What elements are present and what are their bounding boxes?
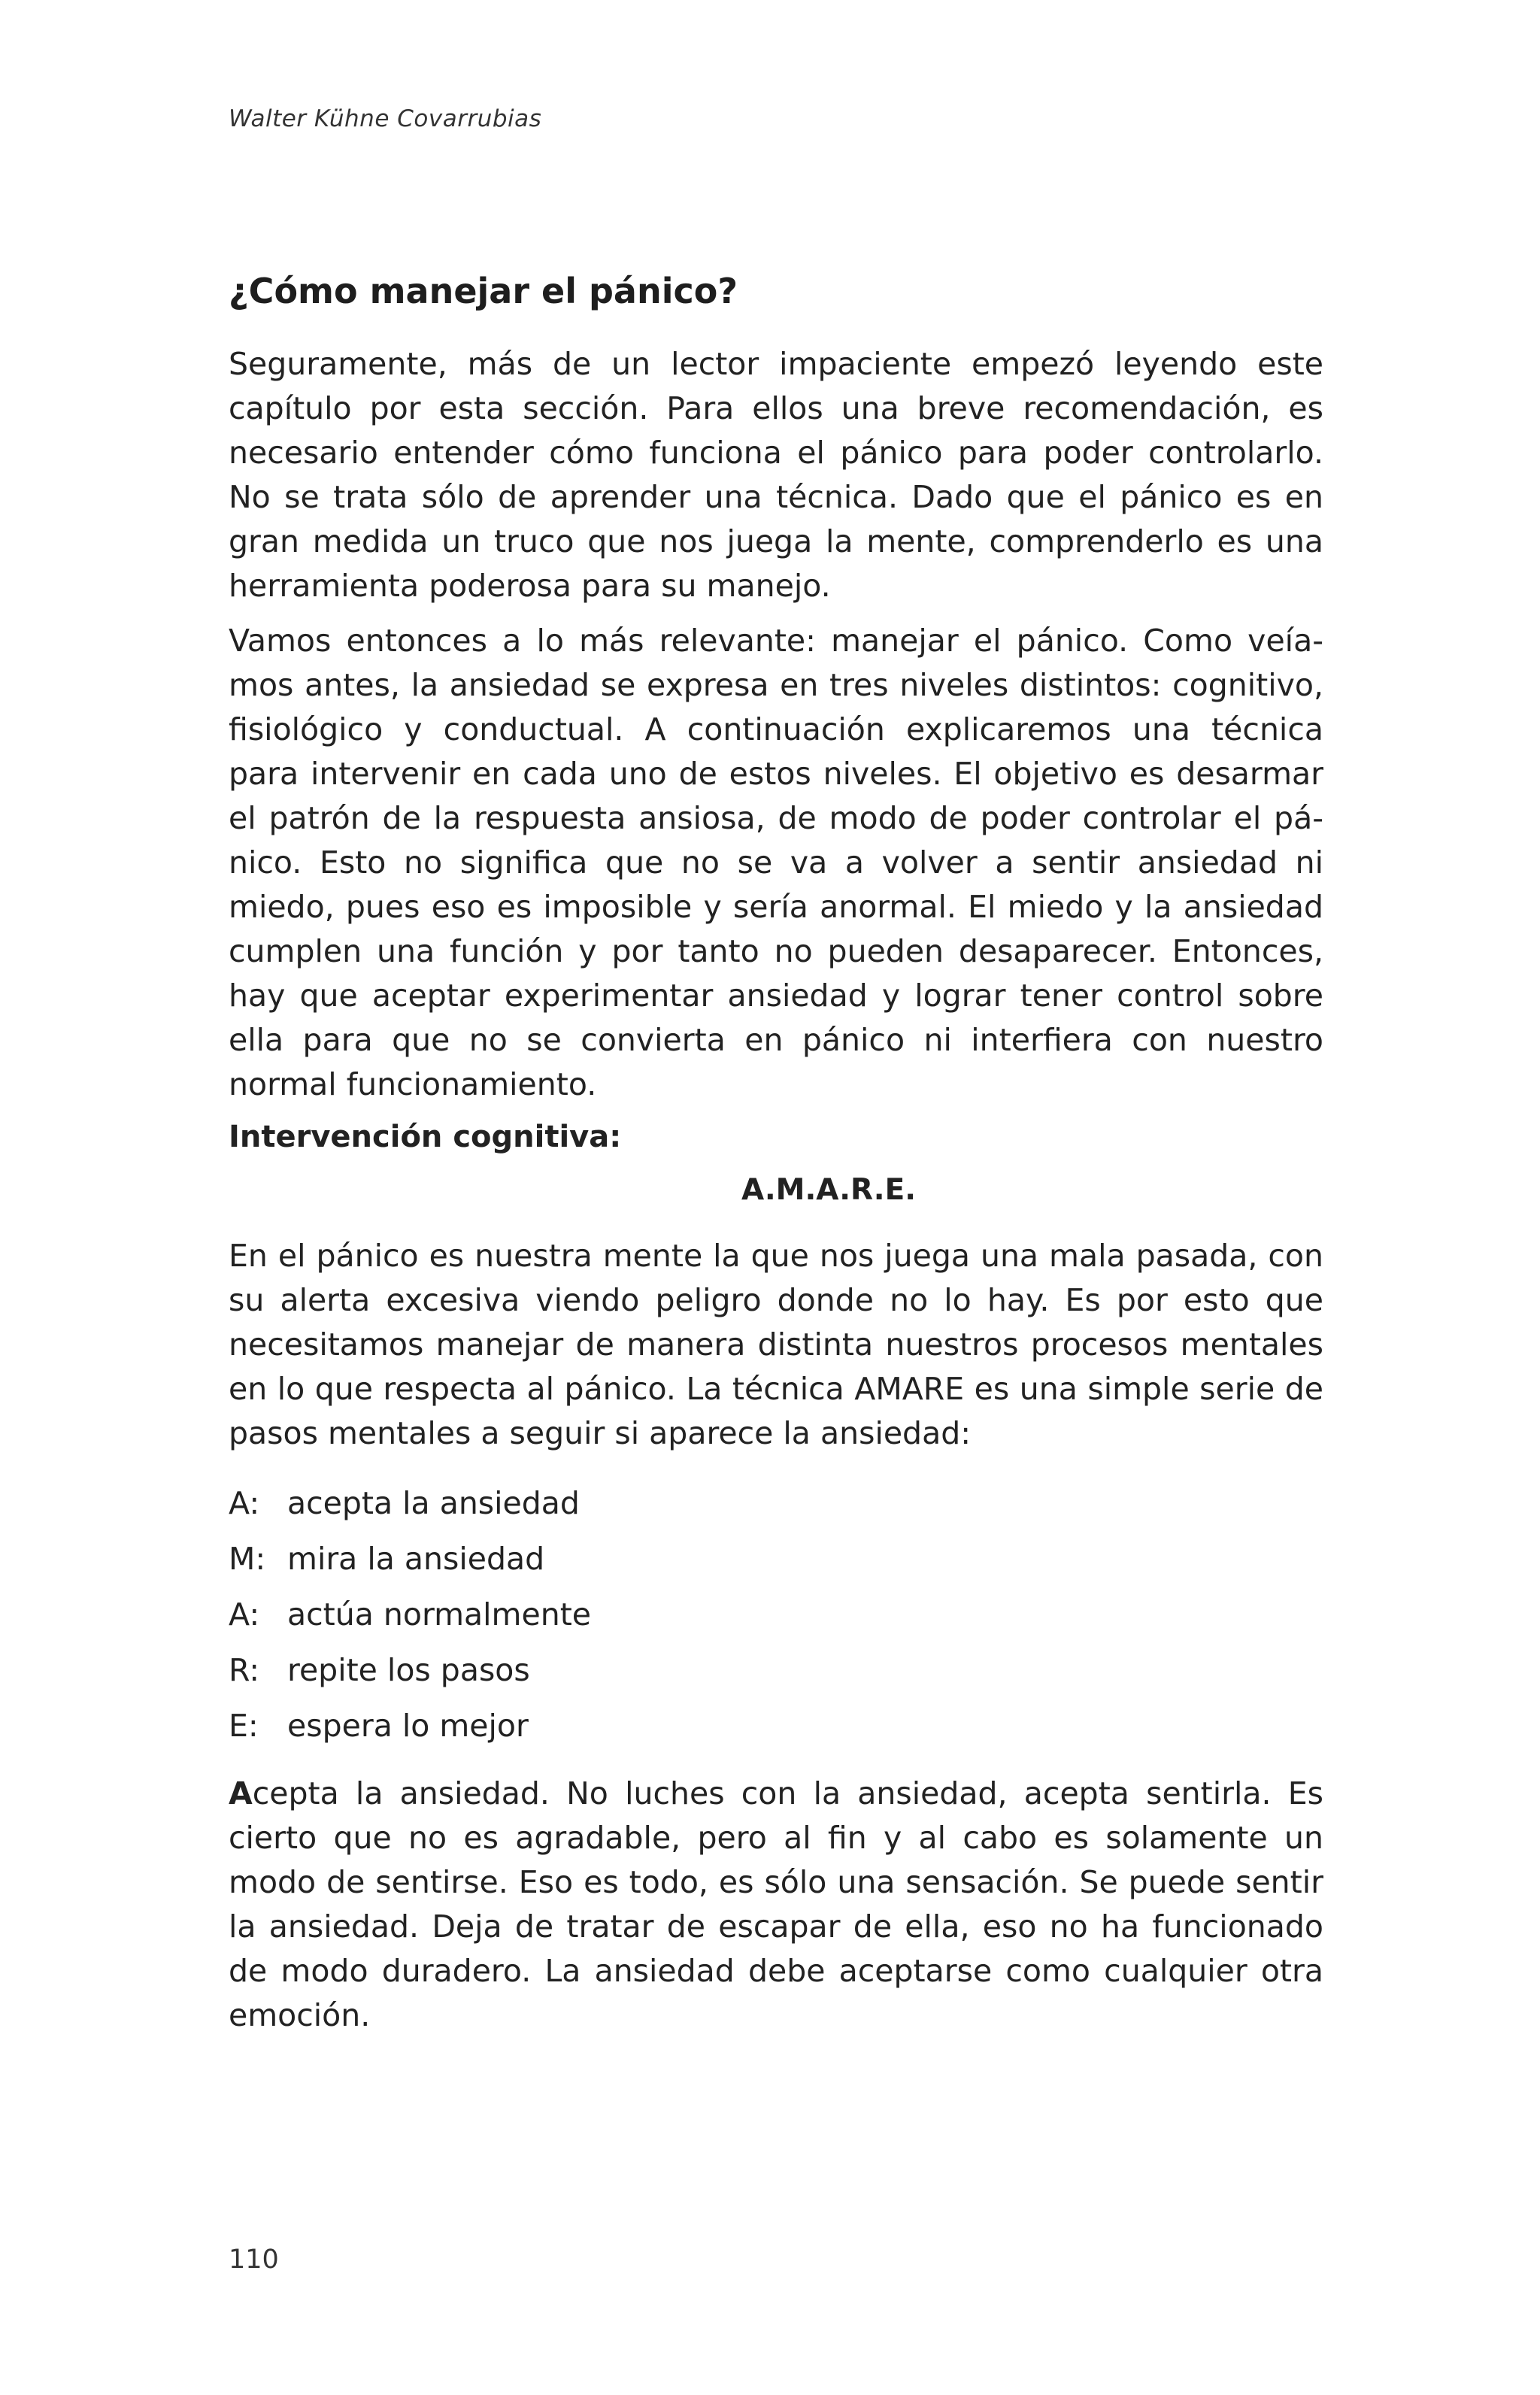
technique-title: A.M.A.R.E.	[741, 1173, 917, 1208]
page-number: 110	[229, 2245, 279, 2275]
amare-steps-list	[229, 1475, 1323, 1754]
step-text: repite los pasos	[287, 1651, 530, 1688]
step-key: R:	[229, 1651, 260, 1688]
paragraph-accept-anxiety	[229, 1772, 1323, 2038]
list-item	[229, 1642, 1323, 1698]
running-header-author: Walter Kühne Covarrubias	[229, 105, 542, 132]
paragraph-managing-panic: Vamos entonces a lo más relevante: manejar el pánico. Como veíamos antes, la ansiedad se expresa en tres niveles distintos: cognitivo, fisiológico y conductual. A continuación explicaremos una técnica para intervenir en cada uno de estos niveles. El objetivo es desarmar el patrón de la respuesta ansiosa, de modo de poder controlar el pánico. Esto no significa que no se va a volver a sentir ansiedad ni miedo, pues eso es imposible y sería anormal. El miedo y la ansiedad cumplen una función y por tanto no pueden desaparecer. Entonces, hay que aceptar experimentar ansiedad y lograr tener control sobre ella para que no se convierta en pánico ni interfiera con nuestro normal funcionamiento.	[229, 623, 1323, 1103]
step-key: A:	[229, 1596, 260, 1633]
list-item	[229, 1475, 1323, 1531]
step-key: M:	[229, 1540, 266, 1577]
list-item	[229, 1531, 1323, 1587]
step-key: A:	[229, 1484, 260, 1521]
list-item	[229, 1587, 1323, 1642]
section-title: ¿Cómo manejar el pánico?	[229, 271, 738, 311]
step-key: E:	[229, 1707, 259, 1744]
lead-letter: A	[229, 1775, 253, 1811]
step-text: acepta la ansiedad	[287, 1484, 580, 1521]
step-text: mira la ansiedad	[287, 1540, 545, 1577]
paragraph-amare-intro: En el pánico es nuestra mente la que nos juega una mala pasada, con su alerta excesiva viendo peligro donde no lo hay. Es por esto que necesitamos manejar de manera distinta nuestros procesos mentales en lo que respecta al pánico. La técnica AMARE es una simple serie de pasos mentales a seguir si aparece la ansiedad:	[229, 1237, 1323, 1451]
paragraph-intro: Seguramente, más de un lector impaciente empezó leyendo este capítulo por esta sección. Para ellos una breve recomendación, es necesario entender cómo funciona el pánico para poder controlarlo. No se trata sólo de aprender una técnica. Dado que el pánico es en gran medida un truco que nos juega la mente, comprenderlo es una herramienta poderosa para su manejo.	[229, 346, 1323, 605]
page-content	[229, 271, 1323, 2048]
list-item	[229, 1698, 1323, 1754]
paragraph-accept-anxiety-text: cepta la ansiedad. No luches con la ansiedad, acepta sentirla. Es cierto que no es agradable, pero al fin y al cabo es solamente un modo de sentirse. Eso es todo, es sólo una sensación. Se puede sentir la ansiedad. Deja de tratar de escapar de ella, eso no ha funcionado de modo duradero. La ansiedad debe aceptarse como cualquier otra emoción.	[229, 1775, 1323, 2033]
subheading-cognitive-intervention: Intervención cognitiva:	[229, 1120, 622, 1155]
step-text: espera lo mejor	[287, 1707, 529, 1744]
step-text: actúa normalmente	[287, 1596, 591, 1633]
